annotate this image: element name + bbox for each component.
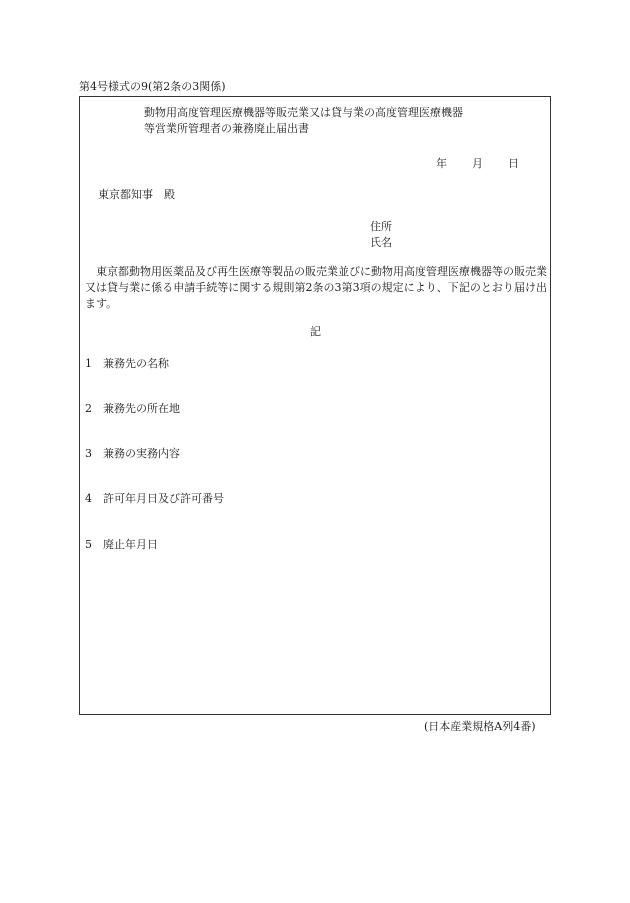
date-month-label: 月: [472, 157, 483, 170]
paper-size-note: (日本産業規格A列4番): [424, 720, 536, 733]
item-label: 廃止年月日: [103, 538, 158, 551]
body-text: 東京都動物用医薬品及び再生医療等製品の販売業並びに動物用高度管理医療機器等の販売業又は貸与業に係る申請手続等に関する規則第2条の3第3項の規定により、下記のとおり届け出ます。: [85, 265, 547, 310]
list-item: [85, 402, 180, 416]
item-number: 3: [85, 447, 92, 460]
item-number: 2: [85, 402, 92, 415]
form-frame: [79, 96, 551, 715]
date-day-label: 日: [508, 157, 519, 170]
item-label: 兼務の実務内容: [103, 447, 180, 460]
date-row: [436, 157, 519, 171]
form-title-line1: 動物用高度管理医療機器等販売業又は貸与業の高度管理医療機器: [144, 106, 463, 119]
item-label: 許可年月日及び許可番号: [103, 492, 224, 505]
ki-heading: 記: [310, 325, 321, 338]
name-label: 氏名: [370, 236, 392, 249]
item-label: 兼務先の所在地: [103, 402, 180, 415]
address-label: 住所: [370, 220, 392, 233]
addressee: 東京都知事 殿: [98, 188, 175, 201]
item-number: 1: [85, 357, 92, 370]
form-title-line2: 等営業所管理者の兼務廃止届出書: [144, 122, 309, 135]
item-number: 5: [85, 538, 92, 551]
list-item: [85, 492, 224, 506]
item-number: 4: [85, 492, 92, 505]
list-item: [85, 357, 169, 371]
list-item: [85, 538, 158, 552]
list-item: [85, 447, 180, 461]
form-number: 第4号様式の9(第2条の3関係): [79, 80, 226, 93]
item-label: 兼務先の名称: [103, 357, 169, 370]
date-year-label: 年: [436, 157, 447, 170]
